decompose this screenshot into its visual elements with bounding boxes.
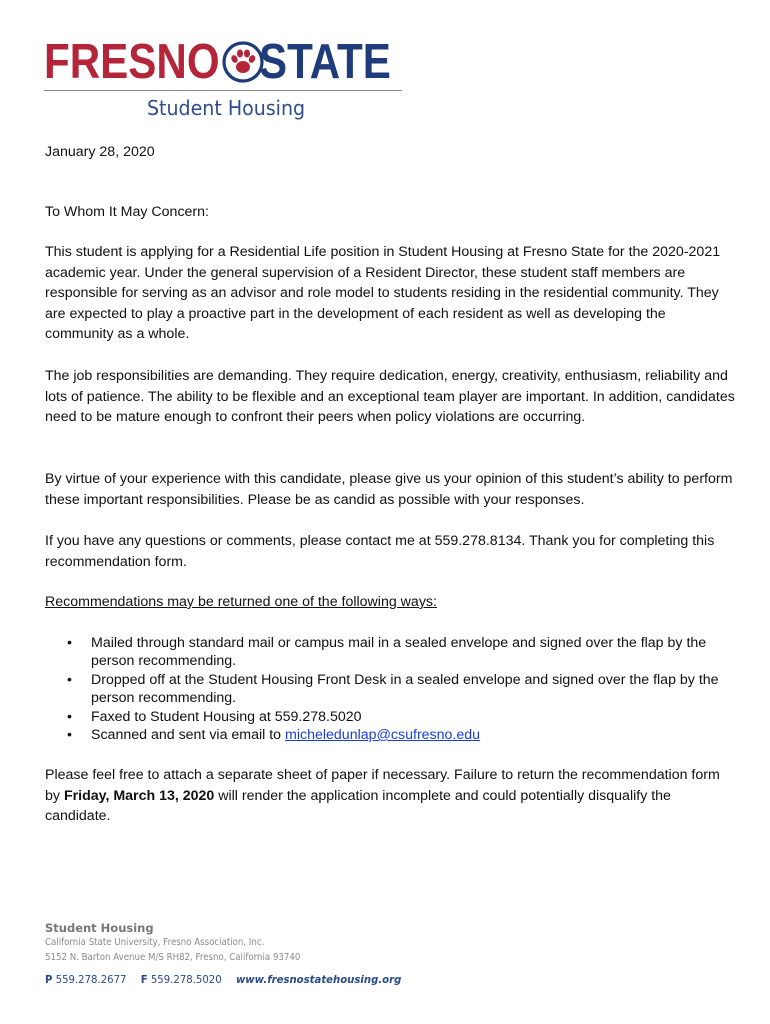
deadline-date: Friday, March 13, 2020 bbox=[63, 787, 215, 804]
email-link[interactable]: micheledunlap@csufresno.edu bbox=[285, 727, 481, 744]
recommendations-heading: Recommendations may be returned one of the following ways: bbox=[45, 594, 437, 610]
bullet-icon: • bbox=[67, 671, 72, 688]
list-item-text: Scanned and sent via email to bbox=[91, 727, 286, 744]
website-link[interactable]: www.fresnostatehousing.org bbox=[235, 973, 402, 986]
footer-address: 5152 N. Barton Avenue M/S RH82, Fresno, California 93740 bbox=[45, 952, 301, 963]
fax-number: 559.278.5020 bbox=[150, 973, 222, 986]
letter-greeting: To Whom It May Concern: bbox=[45, 204, 209, 220]
logo-word-fresno: FRESNO bbox=[44, 35, 220, 89]
bullet-icon: • bbox=[67, 635, 72, 651]
paragraph-closing bbox=[45, 765, 735, 827]
phone-number: 559.278.2677 bbox=[55, 973, 127, 986]
footer-contact-row bbox=[45, 973, 505, 986]
list-item-text: Dropped off at the Student Housing Front Desk in a sealed envelope and signed over the flap by the person recommending. bbox=[91, 671, 719, 707]
logo-subtitle: Student Housing bbox=[147, 96, 306, 120]
logo-word-state: STATE bbox=[259, 35, 391, 89]
bullet-icon: • bbox=[67, 708, 72, 725]
paragraph-contact-info: If you have any questions or comments, please contact me at 559.278.8134. Thank you for completing this recommendation form. bbox=[45, 533, 715, 570]
letter-date: January 28, 2020 bbox=[45, 144, 155, 160]
list-item-text: Faxed to Student Housing at 559.278.5020 bbox=[91, 708, 362, 725]
footer-org-name: Student Housing bbox=[45, 921, 154, 935]
list-item bbox=[45, 634, 735, 671]
bullet-icon: • bbox=[67, 727, 72, 744]
fax-label: F bbox=[140, 973, 148, 986]
bulldog-paw-icon bbox=[222, 41, 264, 83]
letterhead-footer bbox=[45, 921, 545, 986]
paragraph-position-description: This student is applying for a Residential Life position in Student Housing at Fresno State for the 2020-2021 academic year. Under the general supervision of a Resident Director, these student staff members are responsible for serving as an advisor and role model to students residing in the residential community. They are expected to play a proactive part in the development of each resident as well as developing the community as a whole. bbox=[45, 244, 721, 343]
phone-label: P bbox=[45, 973, 53, 986]
list-item bbox=[45, 671, 735, 708]
fresno-state-logo bbox=[44, 30, 424, 125]
return-methods-list bbox=[45, 634, 735, 744]
list-item-text: Mailed through standard mail or campus mail in a sealed envelope and signed over the flap by the person recommending. bbox=[91, 635, 707, 670]
list-item bbox=[45, 708, 735, 726]
logo-divider bbox=[44, 90, 402, 91]
closing-text-before: Please feel free to attach a separate sheet of paper if necessary. Failure to return the recommendation form by bbox=[45, 767, 720, 804]
list-item bbox=[45, 726, 735, 744]
closing-text-after: will render the application incomplete and could potentially disqualify the candidate. bbox=[45, 787, 671, 825]
paragraph-request-opinion: By virtue of your experience with this candidate, please give us your opinion of this student’s ability to perform these important responsibilities. Please be as candid as possible with your responses. bbox=[45, 471, 733, 508]
footer-association: California State University, Fresno Association, Inc. bbox=[45, 937, 265, 948]
paragraph-job-responsibilities: The job responsibilities are demanding. They require dedication, energy, creativity, enthusiasm, reliability and lots of patience. The ability to be flexible and an exceptional team player are important. In addition, candidates need to be mature enough to confront their peers when policy violations are occurring. bbox=[45, 368, 735, 426]
